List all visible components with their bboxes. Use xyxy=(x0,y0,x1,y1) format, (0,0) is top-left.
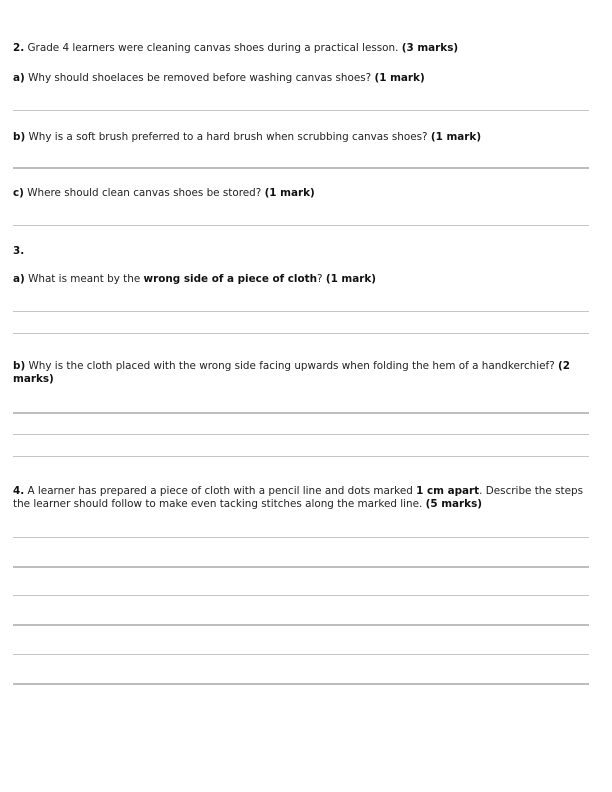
answer-line[interactable] xyxy=(13,654,589,655)
marks-label: (3 marks) xyxy=(401,42,459,54)
question-text-end: ? xyxy=(317,273,323,285)
question-3-number xyxy=(13,245,594,258)
question-number: 4. xyxy=(13,485,25,497)
answer-line[interactable] xyxy=(13,110,589,111)
answer-line[interactable] xyxy=(13,333,589,334)
question-3a xyxy=(13,273,594,286)
answer-line[interactable] xyxy=(13,167,589,169)
answer-line[interactable] xyxy=(13,683,589,685)
question-text: Why is a soft brush preferred to a hard brush when scrubbing canvas shoes? xyxy=(28,131,428,143)
marks-label: (1 mark) xyxy=(325,273,377,285)
question-2a xyxy=(13,72,594,85)
answer-line[interactable] xyxy=(13,434,589,435)
emphasis-term: 1 cm apart xyxy=(416,485,480,497)
question-text: Why is the cloth placed with the wrong side facing upwards when folding the hem of a handkerchief? xyxy=(28,360,555,372)
question-4 xyxy=(13,485,594,511)
marks-label: (2 marks) xyxy=(13,360,571,385)
answer-line[interactable] xyxy=(13,456,589,457)
question-text: Where should clean canvas shoes be stored? xyxy=(27,187,262,199)
part-label: c) xyxy=(13,187,24,199)
answer-line[interactable] xyxy=(13,311,589,312)
answer-line[interactable] xyxy=(13,537,589,538)
question-text: Grade 4 learners were cleaning canvas shoes during a practical lesson. xyxy=(27,42,399,54)
marks-label: (5 marks) xyxy=(425,498,483,510)
part-label: a) xyxy=(13,273,25,285)
answer-line[interactable] xyxy=(13,566,589,568)
question-text: A learner has prepared a piece of cloth with a pencil line and dots marked xyxy=(27,485,413,497)
question-number: 2. xyxy=(13,42,25,54)
marks-label: (1 mark) xyxy=(264,187,315,199)
question-text-end: . Describe the steps the learner should follow to make even tacking stitches along the marked line. xyxy=(13,485,583,510)
answer-line[interactable] xyxy=(13,225,589,226)
part-label: b) xyxy=(13,131,26,143)
marks-label: (1 mark) xyxy=(430,131,482,143)
question-2b xyxy=(13,131,594,144)
answer-line[interactable] xyxy=(13,412,589,414)
question-2c xyxy=(13,187,594,200)
question-text: What is meant by the xyxy=(28,273,141,285)
answer-line[interactable] xyxy=(13,595,589,596)
question-number: 3. xyxy=(13,245,25,257)
marks-label: (1 mark) xyxy=(374,72,425,84)
part-label: a) xyxy=(13,72,25,84)
question-2-stem xyxy=(13,42,594,55)
answer-line[interactable] xyxy=(13,624,589,626)
question-text: Why should shoelaces be removed before washing canvas shoes? xyxy=(28,72,372,84)
part-label: b) xyxy=(13,360,26,372)
emphasis-term: wrong side of a piece of cloth xyxy=(143,273,317,285)
question-3b xyxy=(13,360,594,386)
